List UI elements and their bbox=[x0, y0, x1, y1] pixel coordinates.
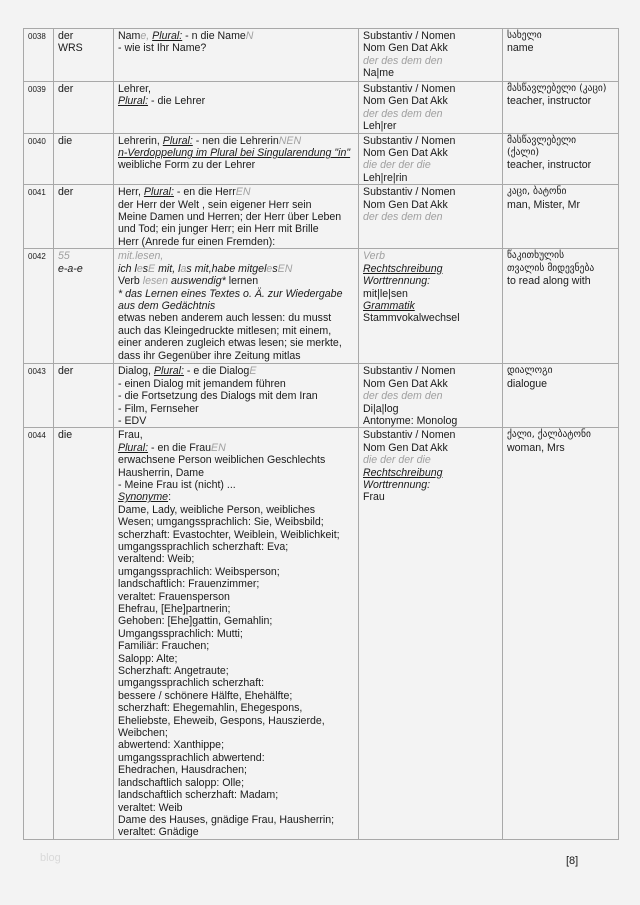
grammar-line bbox=[363, 42, 499, 54]
definition-line bbox=[118, 677, 355, 689]
text-segment: Rechtschreibung bbox=[363, 262, 443, 275]
text-segment: s mit,habe mitgel bbox=[186, 262, 267, 275]
text-segment: Familiär: Frauchen; bbox=[118, 640, 210, 653]
definition-line bbox=[118, 30, 355, 42]
definition-line bbox=[118, 479, 355, 491]
article-cell bbox=[54, 428, 114, 839]
text-segment: Substantiv / Nomen bbox=[363, 186, 456, 199]
watermark: blog bbox=[40, 852, 61, 864]
definition-line bbox=[118, 516, 355, 528]
text-segment: n-Verdoppelung im Plural bei Singularendung "in" bbox=[118, 147, 351, 160]
georgian-translation: სახელი bbox=[507, 30, 542, 41]
text-segment: Di|a|log bbox=[363, 402, 399, 415]
table-row bbox=[24, 249, 619, 364]
entry-number-cell bbox=[24, 133, 54, 185]
definition-line bbox=[118, 665, 355, 677]
definition-line bbox=[118, 429, 355, 441]
text-segment: e bbox=[136, 262, 143, 275]
grammar-cell bbox=[359, 364, 503, 428]
grammar-line bbox=[363, 211, 499, 223]
text-segment: veraltet: Gnädige bbox=[118, 826, 199, 839]
text-segment: der des dem den bbox=[363, 107, 443, 120]
text-segment: a bbox=[180, 262, 187, 275]
text-segment: der des dem den bbox=[363, 54, 443, 67]
definition-line bbox=[118, 591, 355, 603]
definition-line bbox=[118, 337, 355, 349]
article-text: die bbox=[58, 134, 73, 147]
text-segment: - nen die Lehrerin bbox=[192, 134, 279, 147]
text-segment: Dame des Hauses, gnädige Frau, Hausherrin; bbox=[118, 813, 335, 826]
definition-line bbox=[118, 529, 355, 541]
grammar-line bbox=[363, 172, 499, 184]
text-segment: veraltend: Weib; bbox=[118, 553, 195, 566]
georgian-translation: ქალი, ქალბატონი bbox=[507, 429, 591, 441]
entry-number: 0042 bbox=[28, 252, 46, 262]
text-segment: Substantiv / Nomen bbox=[363, 83, 456, 95]
georgian-translation: კაცი, ბატონი bbox=[507, 186, 567, 198]
text-segment: - e die Dialog bbox=[183, 365, 250, 378]
text-segment: Worttrennung: bbox=[363, 275, 431, 288]
text-segment: - Film, Fernseher bbox=[118, 402, 199, 415]
grammar-line bbox=[363, 378, 499, 390]
definition-cell bbox=[114, 82, 359, 134]
definition-line bbox=[118, 467, 355, 479]
text-segment: weibliche Form zu der Lehrer bbox=[118, 159, 256, 172]
article-cell bbox=[54, 29, 114, 82]
table-row bbox=[24, 185, 619, 249]
text-segment: etwas neben anderem auch lessen: du musst bbox=[118, 312, 332, 325]
definition-line bbox=[118, 715, 355, 727]
text-segment: scherzhaft: Ehegemahlin, Ehegespons, bbox=[118, 702, 303, 715]
text-segment: Nom Gen Dat Akk bbox=[363, 147, 448, 160]
text-segment: - EDV bbox=[118, 414, 147, 427]
article-line bbox=[58, 250, 110, 262]
text-segment: Ehedrachen, Hausdrachen; bbox=[118, 764, 247, 777]
text-segment: dass ihr Gegenüber ihre Zeitung mitlas bbox=[118, 349, 301, 362]
text-segment: Hausherrin, Dame bbox=[118, 466, 204, 479]
text-segment: Nom Gen Dat Akk bbox=[363, 42, 448, 55]
text-segment: mit|le|sen bbox=[363, 287, 408, 300]
table-row bbox=[24, 133, 619, 185]
definition-line bbox=[118, 615, 355, 627]
grammar-line bbox=[363, 300, 499, 312]
text-segment: lernen bbox=[225, 275, 259, 288]
entry-number: 0039 bbox=[28, 85, 46, 94]
definition-line bbox=[118, 250, 355, 262]
text-segment: Salopp: Alte; bbox=[118, 652, 178, 665]
grammar-cell bbox=[359, 428, 503, 839]
text-segment: und Tod; ein junger Herr; ein Herr mit Brille bbox=[118, 223, 319, 236]
grammar-cell bbox=[359, 185, 503, 249]
page-number: [8] bbox=[566, 855, 579, 867]
grammar-line bbox=[363, 108, 499, 120]
definition-line bbox=[118, 350, 355, 362]
text-segment: - die Lehrer bbox=[148, 95, 206, 108]
text-segment: mit, l bbox=[155, 262, 181, 275]
text-segment: veraltet: Weib bbox=[118, 801, 183, 814]
georgian-translation: მასწავლებელი bbox=[507, 134, 577, 146]
text-segment: NEN bbox=[278, 134, 302, 147]
grammar-line bbox=[363, 186, 499, 198]
text-segment: umgangssprachlich abwertend: bbox=[118, 751, 265, 764]
translation-cell bbox=[503, 82, 619, 134]
definition-line bbox=[118, 789, 355, 801]
grammar-line bbox=[363, 120, 499, 132]
definition-line bbox=[118, 702, 355, 714]
entry-number: 0040 bbox=[28, 136, 46, 146]
text-segment: Rechtschreibung bbox=[363, 466, 443, 479]
definition-line bbox=[118, 95, 355, 107]
text-segment: Frau bbox=[363, 491, 385, 504]
text-segment: s bbox=[142, 262, 149, 275]
text-segment: Dialog, bbox=[118, 365, 154, 378]
english-translation: to read along with bbox=[507, 275, 591, 288]
text-segment: abwertend: Xanthippe; bbox=[118, 739, 225, 752]
text-segment: Weibchen; bbox=[118, 727, 168, 740]
text-segment: aus dem Gedächtnis bbox=[118, 299, 216, 312]
grammar-line bbox=[363, 67, 499, 79]
grammar-line bbox=[363, 467, 499, 479]
text-segment: Meine Damen und Herren; der Herr über Leben bbox=[118, 211, 342, 224]
definition-cell bbox=[114, 364, 359, 428]
definition-line bbox=[118, 211, 355, 223]
definition-line bbox=[118, 378, 355, 390]
definition-line bbox=[118, 42, 355, 54]
text-segment: Lehrerin, bbox=[118, 134, 163, 147]
grammar-line bbox=[363, 403, 499, 415]
definition-line bbox=[118, 802, 355, 814]
text-segment: - die Fortsetzung des Dialogs mit dem Iran bbox=[118, 390, 318, 403]
definition-line bbox=[118, 83, 355, 95]
article-text: der bbox=[58, 365, 74, 378]
article-text: der bbox=[58, 30, 74, 42]
text-segment: EN bbox=[235, 186, 251, 199]
article-text: die bbox=[58, 429, 73, 442]
text-segment: landschaftlich scherzhaft: Madam; bbox=[118, 789, 279, 802]
text-segment: Herr, bbox=[118, 186, 144, 199]
definition-line bbox=[118, 275, 355, 287]
text-segment: e, bbox=[140, 30, 150, 42]
text-segment: EN bbox=[211, 441, 226, 454]
article-line bbox=[58, 263, 110, 275]
vocabulary-table bbox=[23, 28, 619, 840]
translation-cell bbox=[503, 185, 619, 249]
text-segment: lesen bbox=[142, 275, 169, 288]
definition-cell bbox=[114, 428, 359, 839]
text-segment: landschaftlich salopp: Olle; bbox=[118, 776, 245, 789]
text-segment: auswendig* bbox=[171, 275, 226, 288]
definition-line bbox=[118, 236, 355, 248]
english-translation: teacher, instructor bbox=[507, 159, 592, 172]
definition-cell bbox=[114, 133, 359, 185]
grammar-line bbox=[363, 365, 499, 377]
text-segment: Plural: bbox=[152, 30, 183, 42]
text-segment: umgangssprachlich scherzhaft: bbox=[118, 677, 265, 690]
text-segment: veraltet: Frauensperson bbox=[118, 590, 230, 603]
text-segment: - einen Dialog mit jemandem führen bbox=[118, 377, 286, 390]
table-row bbox=[24, 82, 619, 134]
grammar-line bbox=[363, 454, 499, 466]
definition-line bbox=[118, 752, 355, 764]
text-segment: der des dem den bbox=[363, 390, 443, 403]
definition-line bbox=[118, 578, 355, 590]
georgian-translation: დიალოგი bbox=[507, 365, 553, 377]
grammar-line bbox=[363, 55, 499, 67]
entry-number-cell bbox=[24, 249, 54, 364]
translation-cell bbox=[503, 428, 619, 839]
definition-line bbox=[118, 186, 355, 198]
grammar-line bbox=[363, 250, 499, 262]
grammar-cell bbox=[359, 249, 503, 364]
text-segment: Eheliebste, Eheweib, Gespons, Hauszierde, bbox=[118, 714, 325, 727]
entry-number: 0041 bbox=[28, 188, 46, 198]
text-segment: Synonyme bbox=[118, 491, 169, 504]
text-segment: * das Lernen eines Textes o. Ä. zur Wiedergabe bbox=[118, 287, 343, 300]
article-cell bbox=[54, 249, 114, 364]
grammar-line bbox=[363, 199, 499, 211]
text-segment: Verb bbox=[118, 275, 143, 288]
text-segment: - en die Frau bbox=[148, 441, 212, 454]
text-segment: - Meine Frau ist (nicht) ... bbox=[118, 478, 236, 491]
grammar-line bbox=[363, 479, 499, 491]
georgian-translation: თვალის მიდევნება bbox=[507, 262, 595, 274]
definition-cell bbox=[114, 185, 359, 249]
text-segment: Plural: bbox=[118, 95, 149, 108]
definition-line bbox=[118, 814, 355, 826]
text-segment: - en die Herr bbox=[173, 186, 236, 199]
definition-cell bbox=[114, 29, 359, 82]
article-cell bbox=[54, 364, 114, 428]
article-cell bbox=[54, 82, 114, 134]
text-segment: der des dem den bbox=[363, 211, 443, 224]
definition-line bbox=[118, 147, 355, 159]
definition-line bbox=[118, 504, 355, 516]
text-segment: Plural: bbox=[118, 441, 149, 454]
text-segment: - wie ist Ihr Name? bbox=[118, 42, 207, 55]
english-translation: name bbox=[507, 42, 534, 55]
grammar-line bbox=[363, 390, 499, 402]
english-translation: teacher, instructor bbox=[507, 95, 592, 108]
text-segment: Umgangssprachlich: Mutti; bbox=[118, 627, 243, 640]
text-segment: Plural: bbox=[153, 365, 184, 378]
definition-line bbox=[118, 603, 355, 615]
definition-line bbox=[118, 491, 355, 503]
definition-line bbox=[118, 727, 355, 739]
grammar-cell bbox=[359, 82, 503, 134]
text-segment: Plural: bbox=[162, 134, 193, 147]
definition-line bbox=[118, 199, 355, 211]
text-segment: ich l bbox=[118, 262, 137, 275]
text-segment: Ehefrau, [Ehe]partnerin; bbox=[118, 603, 231, 615]
text-segment: e-a-e bbox=[58, 262, 83, 275]
grammar-line bbox=[363, 83, 499, 95]
entry-number: 0043 bbox=[28, 367, 46, 377]
georgian-translation: მასწავლებელი (კაცი) bbox=[507, 83, 607, 94]
georgian-translation: (ქალი) bbox=[507, 147, 540, 159]
entry-number: 0038 bbox=[28, 32, 46, 41]
text-segment: einer anderen zugleich etwas lesen; sie merkte, bbox=[118, 337, 342, 350]
definition-line bbox=[118, 653, 355, 665]
definition-cell bbox=[114, 249, 359, 364]
definition-line bbox=[118, 325, 355, 337]
table-row bbox=[24, 29, 619, 82]
definition-line bbox=[118, 263, 355, 275]
grammar-line bbox=[363, 147, 499, 159]
translation-cell bbox=[503, 29, 619, 82]
definition-line bbox=[118, 826, 355, 838]
article-cell bbox=[54, 185, 114, 249]
text-segment: landschaftlich: Frauenzimmer; bbox=[118, 578, 260, 591]
text-segment: e bbox=[266, 262, 273, 275]
text-segment: Substantiv / Nomen bbox=[363, 429, 456, 442]
definition-line bbox=[118, 777, 355, 789]
text-segment: mit.lesen, bbox=[118, 250, 164, 263]
entry-number-cell bbox=[24, 29, 54, 82]
text-segment: der Herr der Welt , sein eigener Herr sein bbox=[118, 198, 312, 211]
english-translation: woman, Mrs bbox=[507, 441, 565, 454]
article-text: WRS bbox=[58, 42, 83, 55]
table-row bbox=[24, 428, 619, 839]
text-segment: : bbox=[168, 491, 172, 504]
definition-line bbox=[118, 739, 355, 751]
text-segment: Dame, Lady, weibliche Person, weibliches bbox=[118, 503, 316, 516]
grammar-line bbox=[363, 95, 499, 107]
grammar-cell bbox=[359, 29, 503, 82]
definition-line bbox=[118, 454, 355, 466]
text-segment: s bbox=[272, 262, 278, 275]
grammar-line bbox=[363, 491, 499, 503]
definition-line bbox=[118, 640, 355, 652]
definition-line bbox=[118, 415, 355, 427]
definition-line bbox=[118, 764, 355, 776]
text-segment: Substantiv / Nomen bbox=[363, 30, 456, 42]
entry-number-cell bbox=[24, 185, 54, 249]
definition-line bbox=[118, 365, 355, 377]
definition-line bbox=[118, 541, 355, 553]
definition-line bbox=[118, 288, 355, 300]
grammar-line bbox=[363, 30, 499, 42]
grammar-line bbox=[363, 275, 499, 287]
text-segment: bessere / schönere Hälfte, Ehehälfte; bbox=[118, 689, 293, 702]
grammar-line bbox=[363, 263, 499, 275]
entry-number-cell bbox=[24, 428, 54, 839]
definition-line bbox=[118, 566, 355, 578]
text-segment: umgangssprachlich: Weibsperson; bbox=[118, 565, 280, 578]
grammar-line bbox=[363, 429, 499, 441]
entry-number: 0044 bbox=[28, 431, 46, 441]
text-segment: EN bbox=[277, 262, 293, 275]
translation-cell bbox=[503, 249, 619, 364]
text-segment: E bbox=[148, 262, 156, 275]
grammar-line bbox=[363, 159, 499, 171]
text-segment: Lehrer, bbox=[118, 83, 151, 95]
translation-cell bbox=[503, 133, 619, 185]
text-segment: erwachsene Person weiblichen Geschlechts bbox=[118, 454, 326, 467]
definition-line bbox=[118, 300, 355, 312]
text-segment: N bbox=[245, 30, 254, 42]
grammar-line bbox=[363, 288, 499, 300]
text-segment: Verb bbox=[363, 250, 385, 263]
definition-line bbox=[118, 159, 355, 171]
entry-number-cell bbox=[24, 364, 54, 428]
text-segment: scherzhaft: Evastochter, Weiblein, Weiblichkeit; bbox=[118, 528, 340, 541]
grammar-line bbox=[363, 135, 499, 147]
grammar-cell bbox=[359, 133, 503, 185]
definition-line bbox=[118, 223, 355, 235]
text-segment: Substantiv / Nomen bbox=[363, 134, 456, 147]
text-segment: auch das Kleingedruckte mitlesen; mit einem, bbox=[118, 324, 332, 337]
text-segment: Grammatik bbox=[363, 299, 415, 312]
text-segment: Nam bbox=[118, 30, 141, 42]
text-segment: Leh|re|rin bbox=[363, 171, 408, 184]
english-translation: dialogue bbox=[507, 377, 548, 390]
article-cell bbox=[54, 133, 114, 185]
definition-line bbox=[118, 390, 355, 402]
georgian-translation: წაკითხულის bbox=[507, 250, 565, 262]
grammar-line bbox=[363, 442, 499, 454]
definition-line bbox=[118, 690, 355, 702]
definition-line bbox=[118, 135, 355, 147]
text-segment: Plural: bbox=[143, 186, 174, 199]
text-segment: Leh|rer bbox=[363, 120, 397, 133]
definition-line bbox=[118, 312, 355, 324]
text-segment: E bbox=[249, 365, 257, 378]
table-row bbox=[24, 364, 619, 428]
text-segment: Nom Gen Dat Akk bbox=[363, 441, 448, 454]
text-segment: Herr (Anrede fur einen Fremden): bbox=[118, 235, 276, 248]
article-text: der bbox=[58, 83, 74, 95]
definition-line bbox=[118, 403, 355, 415]
grammar-line bbox=[363, 415, 499, 427]
entry-number-cell bbox=[24, 82, 54, 134]
text-segment: Antonyme: Monolog bbox=[363, 414, 458, 427]
text-segment: Nom Gen Dat Akk bbox=[363, 377, 448, 390]
text-segment: Substantiv / Nomen bbox=[363, 365, 456, 378]
text-segment: die der der die bbox=[363, 159, 431, 172]
text-segment: Nom Gen Dat Akk bbox=[363, 95, 448, 108]
text-segment: - n die Name bbox=[182, 30, 246, 42]
text-segment: umgangssprachlich scherzhaft: Eva; bbox=[118, 540, 289, 553]
text-segment: Scherzhaft: Angetraute; bbox=[118, 665, 229, 678]
text-segment: Stammvokalwechsel bbox=[363, 312, 460, 325]
text-segment: die der der die bbox=[363, 454, 431, 467]
text-segment: 55 bbox=[58, 250, 70, 263]
translation-cell bbox=[503, 364, 619, 428]
text-segment: Nom Gen Dat Akk bbox=[363, 198, 448, 211]
english-translation: man, Mister, Mr bbox=[507, 198, 580, 211]
grammar-line bbox=[363, 312, 499, 324]
text-segment: Gehoben: [Ehe]gattin, Gemahlin; bbox=[118, 615, 273, 628]
text-segment: Na|me bbox=[363, 67, 395, 80]
text-segment: Wesen; umgangssprachlich: Sie, Weibsbild; bbox=[118, 516, 324, 529]
text-segment: Worttrennung: bbox=[363, 478, 431, 491]
article-text: der bbox=[58, 186, 74, 199]
definition-line bbox=[118, 442, 355, 454]
definition-line bbox=[118, 628, 355, 640]
text-segment: Frau, bbox=[118, 429, 143, 442]
definition-line bbox=[118, 553, 355, 565]
